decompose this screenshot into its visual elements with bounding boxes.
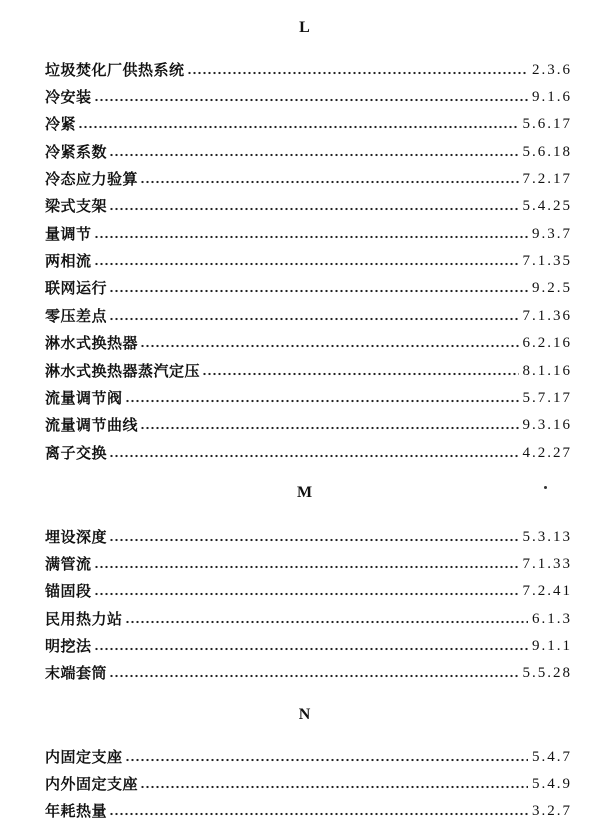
dot-leader bbox=[109, 153, 518, 157]
dot-leader bbox=[140, 785, 528, 789]
dot-leader bbox=[140, 426, 518, 430]
dot-leader bbox=[125, 399, 519, 403]
index-entry bbox=[45, 222, 572, 244]
dot-leader bbox=[187, 71, 528, 75]
entry-ref: 3.2.7 bbox=[532, 803, 572, 819]
dot-leader bbox=[109, 317, 518, 321]
index-entry bbox=[45, 304, 572, 326]
entry-term: 内外固定支座 bbox=[45, 775, 139, 793]
dot-leader bbox=[109, 674, 518, 678]
entry-term: 冷紧 bbox=[45, 115, 77, 133]
index-entry bbox=[45, 85, 572, 107]
entry-term: 冷态应力验算 bbox=[45, 170, 139, 188]
dot-leader bbox=[78, 125, 518, 129]
entry-ref: 5.6.17 bbox=[522, 116, 572, 132]
entry-term: 埋设深度 bbox=[45, 528, 108, 546]
dot-leader bbox=[94, 647, 528, 651]
dot-leader bbox=[94, 98, 528, 102]
entry-ref: 9.2.5 bbox=[532, 280, 572, 296]
index-entry bbox=[45, 441, 572, 463]
dot-leader bbox=[202, 372, 518, 376]
dot-leader bbox=[94, 592, 519, 596]
entry-ref: 4.2.27 bbox=[522, 445, 572, 461]
index-entry bbox=[45, 112, 572, 134]
entry-ref: 6.1.3 bbox=[532, 611, 572, 627]
index-entry bbox=[45, 276, 572, 298]
entry-term: 两相流 bbox=[45, 252, 92, 270]
entry-term: 离子交换 bbox=[45, 444, 108, 462]
dot-leader bbox=[94, 565, 519, 569]
entry-term: 零压差点 bbox=[45, 307, 108, 325]
index-entry bbox=[45, 772, 572, 794]
dot-leader bbox=[125, 758, 528, 762]
entry-term: 冷安装 bbox=[45, 88, 92, 106]
entry-ref: 7.1.36 bbox=[522, 308, 572, 324]
entry-ref: 9.1.6 bbox=[532, 89, 572, 105]
entry-term: 满管流 bbox=[45, 555, 92, 573]
entry-ref: 2.3.6 bbox=[532, 62, 572, 78]
index-entry bbox=[45, 799, 572, 821]
entry-term: 年耗热量 bbox=[45, 802, 108, 820]
index-entry bbox=[45, 745, 572, 767]
entry-term: 流量调节阀 bbox=[45, 389, 123, 407]
entry-term: 冷紧系数 bbox=[45, 143, 108, 161]
index-entry bbox=[45, 140, 572, 162]
entry-term: 末端套筒 bbox=[45, 664, 108, 682]
section-heading-l: L bbox=[299, 19, 310, 36]
entry-ref: 9.3.7 bbox=[532, 226, 572, 242]
entry-ref: 7.2.41 bbox=[522, 583, 572, 599]
entry-ref: 5.4.9 bbox=[532, 776, 572, 792]
entry-ref: 9.1.1 bbox=[532, 638, 572, 654]
index-entry bbox=[45, 607, 572, 629]
index-entry bbox=[45, 661, 572, 683]
index-entry bbox=[45, 331, 572, 353]
entry-ref: 8.1.16 bbox=[522, 363, 572, 379]
entry-term: 流量调节曲线 bbox=[45, 416, 139, 434]
entry-ref: 6.2.16 bbox=[522, 335, 572, 351]
dot-leader bbox=[109, 289, 528, 293]
dot-leader bbox=[94, 262, 519, 266]
dot-leader bbox=[140, 344, 518, 348]
dot-leader bbox=[125, 620, 528, 624]
index-entry bbox=[45, 579, 572, 601]
index-entry bbox=[45, 525, 572, 547]
entry-term: 量调节 bbox=[45, 225, 92, 243]
entry-term: 梁式支架 bbox=[45, 197, 108, 215]
section-heading-m: M bbox=[296, 484, 313, 501]
index-entry bbox=[45, 552, 572, 574]
dot-leader bbox=[109, 812, 528, 816]
index-entry bbox=[45, 413, 572, 435]
entry-ref: 5.4.25 bbox=[522, 198, 572, 214]
entry-ref: 5.3.13 bbox=[522, 529, 572, 545]
dot-leader bbox=[94, 235, 528, 239]
scan-speck bbox=[544, 486, 547, 489]
entry-ref: 7.1.35 bbox=[522, 253, 572, 269]
entry-ref: 5.7.17 bbox=[522, 390, 572, 406]
entry-ref: 7.1.33 bbox=[522, 556, 572, 572]
index-entry bbox=[45, 249, 572, 271]
dot-leader bbox=[109, 207, 518, 211]
entry-term: 内固定支座 bbox=[45, 748, 123, 766]
index-entry bbox=[45, 386, 572, 408]
entry-ref: 5.5.28 bbox=[522, 665, 572, 681]
index-entry bbox=[45, 58, 572, 80]
entry-ref: 5.6.18 bbox=[522, 144, 572, 160]
entry-term: 淋水式换热器 bbox=[45, 334, 139, 352]
dot-leader bbox=[109, 454, 518, 458]
index-entry bbox=[45, 634, 572, 656]
entry-ref: 9.3.16 bbox=[522, 417, 572, 433]
entry-ref: 7.2.17 bbox=[522, 171, 572, 187]
index-entry bbox=[45, 194, 572, 216]
index-entry bbox=[45, 167, 572, 189]
entry-term: 淋水式换热器蒸汽定压 bbox=[45, 362, 201, 380]
section-heading-n: N bbox=[298, 706, 311, 723]
entry-term: 垃圾焚化厂供热系统 bbox=[45, 61, 185, 79]
dot-leader bbox=[109, 538, 518, 542]
entry-term: 明挖法 bbox=[45, 637, 92, 655]
entry-ref: 5.4.7 bbox=[532, 749, 572, 765]
dot-leader bbox=[140, 180, 518, 184]
index-entry bbox=[45, 359, 572, 381]
entry-term: 民用热力站 bbox=[45, 610, 123, 628]
entry-term: 锚固段 bbox=[45, 582, 92, 600]
entry-term: 联网运行 bbox=[45, 279, 108, 297]
